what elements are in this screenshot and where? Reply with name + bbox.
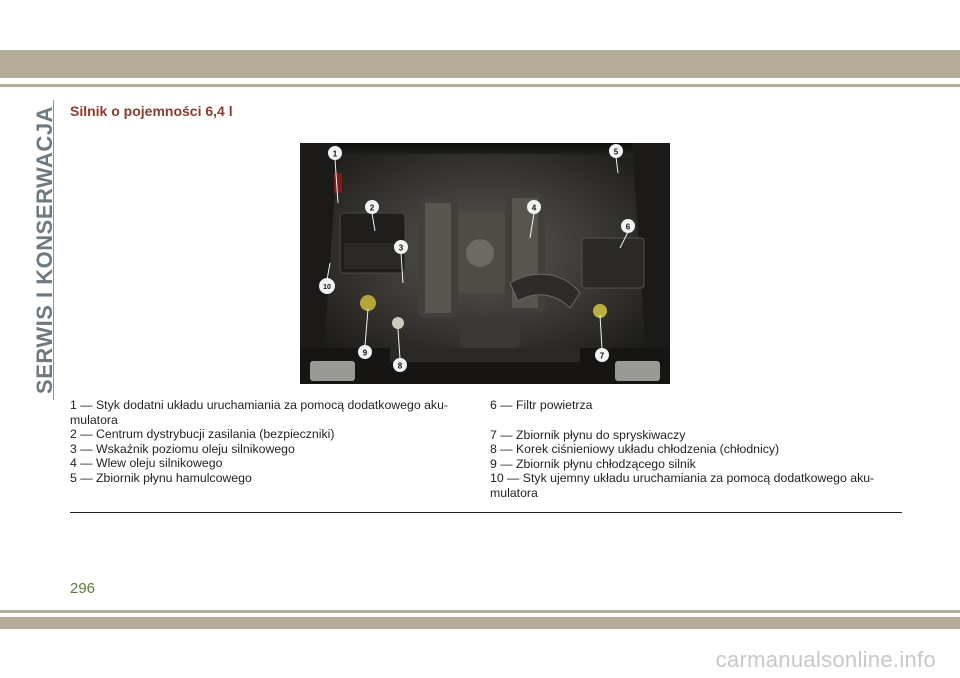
section-title: Silnik o pojemności 6,4 l [70, 103, 233, 119]
callout-4-label: 4 [531, 203, 537, 213]
legend-item-8: 8 — Korek ciśnieniowy układu chłodzenia (chłodnicy) [490, 442, 780, 456]
callout-5-label: 5 [613, 147, 619, 157]
side-divider [53, 100, 54, 400]
callout-2-label: 2 [369, 203, 375, 213]
section-side-label [25, 100, 65, 400]
watermark-text: carmanualsonline.info [715, 647, 936, 672]
callout-1-label: 1 [332, 149, 338, 159]
legend-left-column [70, 398, 470, 485]
legend-item-6: 6 — Filtr powietrza [490, 398, 593, 412]
callout-3-label: 3 [398, 243, 404, 253]
engine-bay-illustration [300, 143, 670, 384]
side-label-text: SERWIS I KONSERWACJA [32, 106, 57, 394]
legend-right-column [490, 398, 905, 500]
footer-band [0, 617, 960, 629]
header-rule [0, 84, 960, 87]
footer-rule [0, 610, 960, 613]
callout-9-label: 9 [362, 348, 368, 358]
legend-item-5: 5 — Zbiornik płynu hamulcowego [70, 470, 252, 485]
legend-item-9: 9 — Zbiornik płynu chłodzącego silnik [490, 456, 696, 471]
legend-item-2: 2 — Centrum dystrybucji zasilania (bezpieczniki) [70, 427, 335, 441]
header-band [0, 50, 960, 78]
legend-item-3: 3 — Wskaźnik poziomu oleju silnikowego [70, 441, 295, 456]
callout-6-label: 6 [625, 222, 631, 232]
legend-item-10: 10 — Styk ujemny układu uruchamiania za pomocą dodatkowego aku-mulatora [490, 471, 875, 500]
legend-item-1: 1 — Styk dodatni układu uruchamiania za pomocą dodatkowego aku-mulatora [70, 398, 449, 427]
engine-bay-photo [300, 143, 670, 384]
legend-bottom-rule [70, 512, 902, 513]
legend-item-4: 4 — Wlew oleju silnikowego [70, 456, 223, 470]
callout-7-label: 7 [599, 351, 605, 361]
callout-10-label: 10 [323, 284, 331, 291]
legend-item-7: 7 — Zbiornik płynu do spryskiwaczy [490, 427, 686, 442]
page-number: 296 [70, 580, 96, 597]
callout-8-label: 8 [397, 361, 403, 371]
